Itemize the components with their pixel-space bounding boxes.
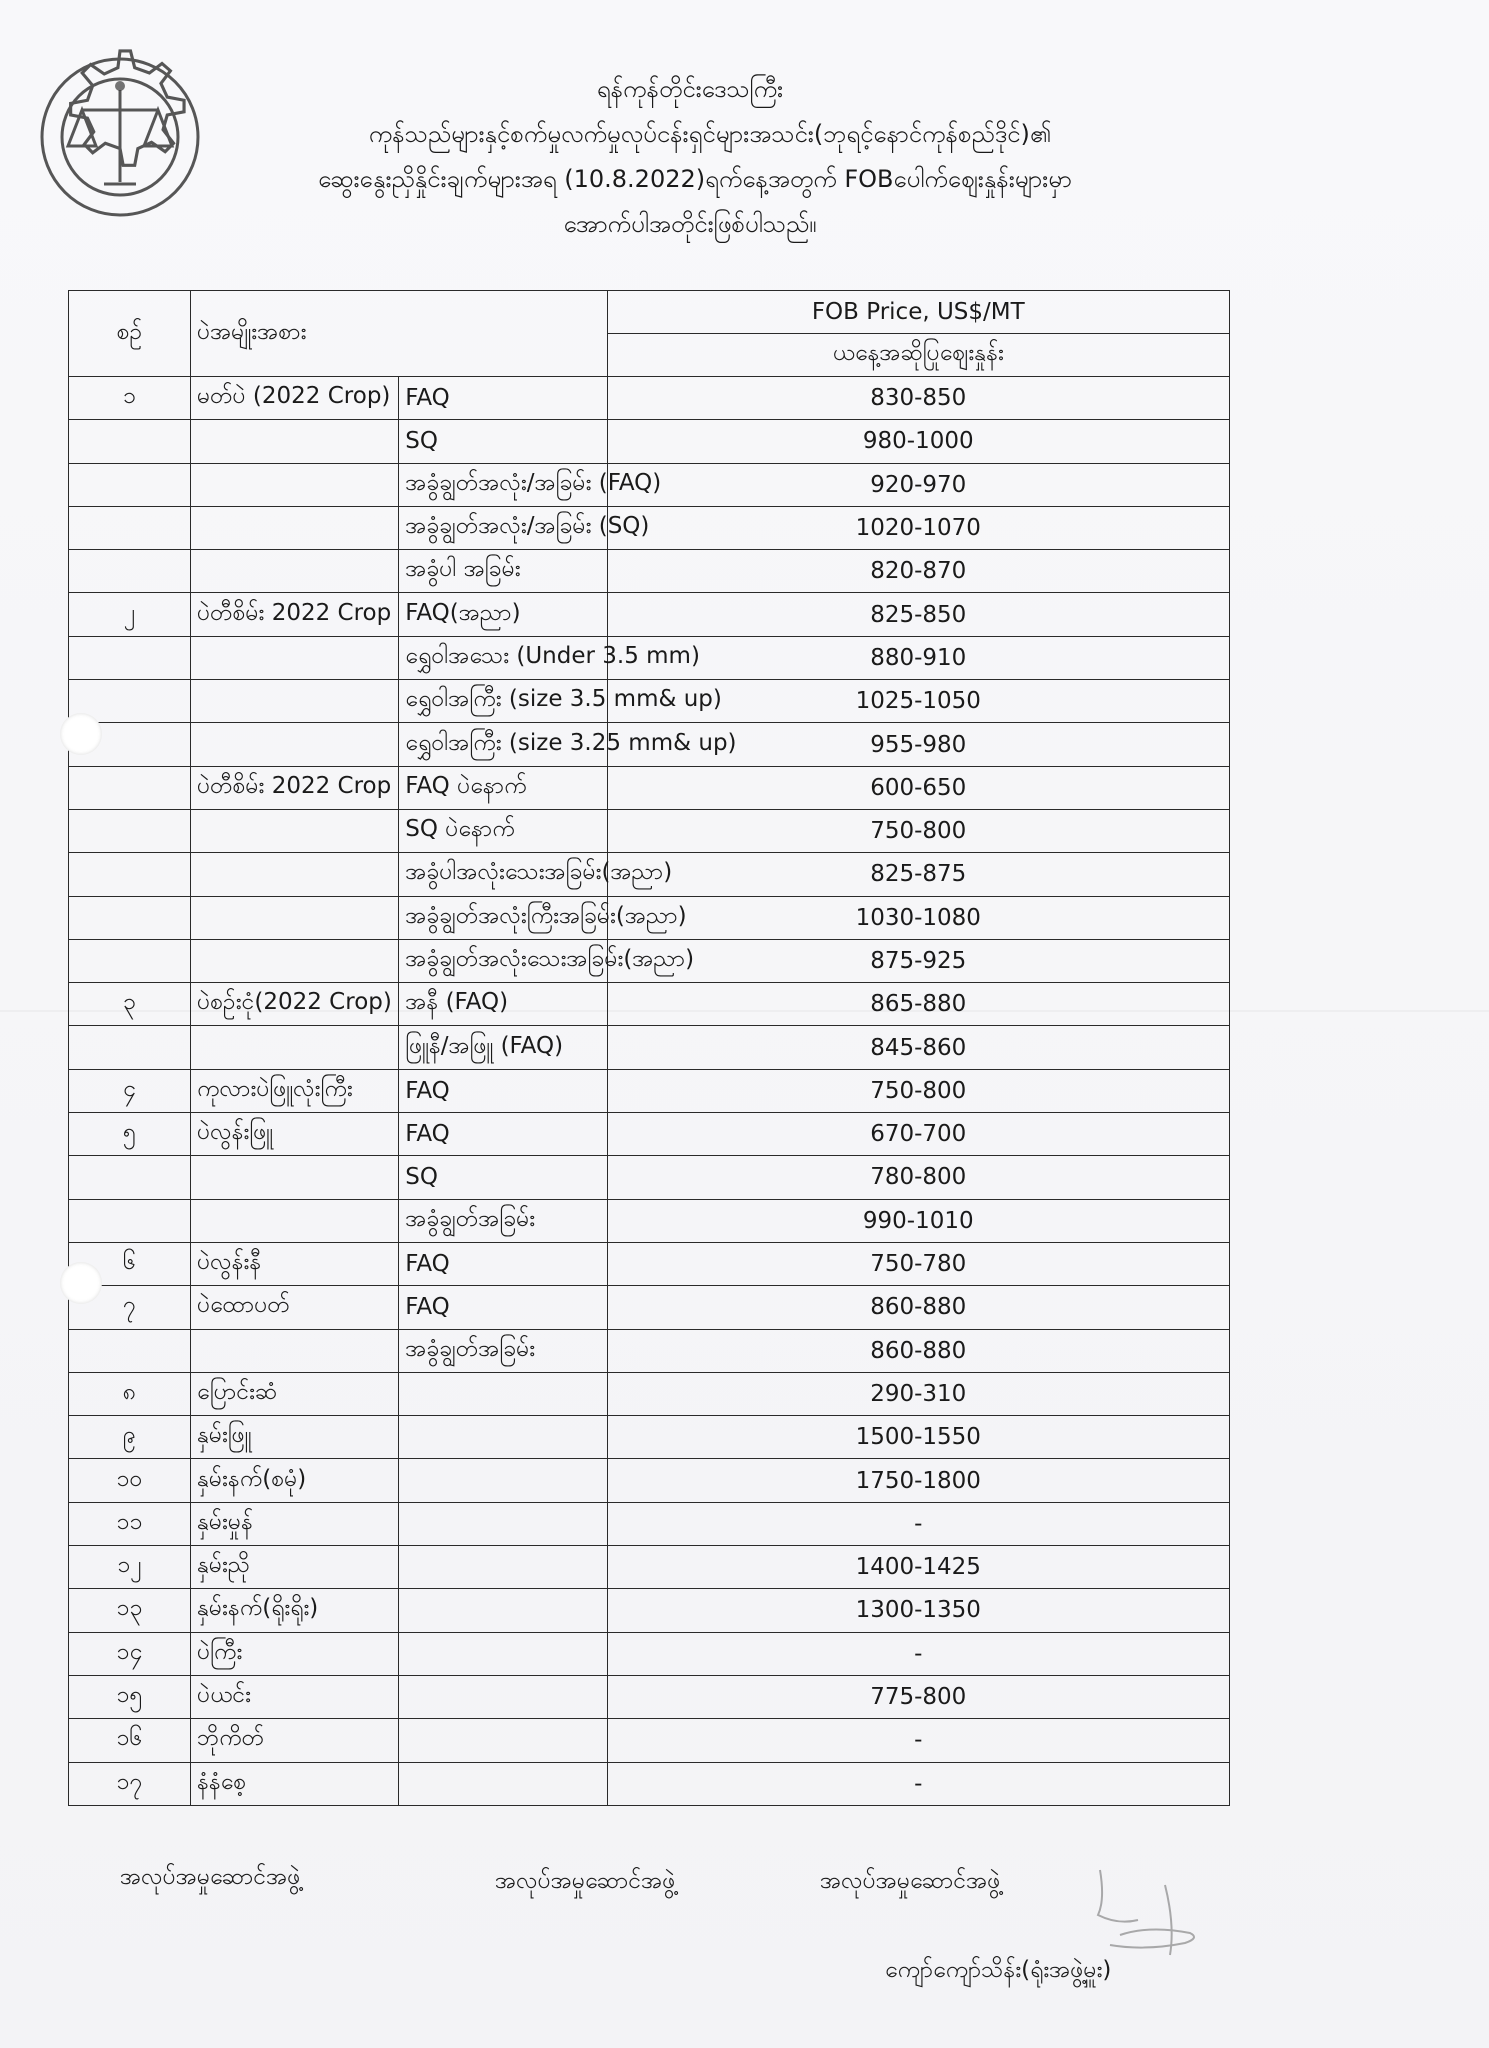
signature-label-executive-2: အလုပ်အမှုဆောင်အဖွဲ့ <box>495 1868 676 1894</box>
row-grade: FAQ <box>399 1113 607 1156</box>
row-no: ၁၀ <box>69 1459 191 1502</box>
table-row <box>69 1675 1230 1718</box>
row-no <box>69 1156 191 1199</box>
table-row <box>69 939 1230 982</box>
row-no <box>69 506 191 549</box>
row-grade: SQ <box>399 420 607 463</box>
signer-name: ကျော်ကျော်သိန်း(ရုံးအဖွဲ့မှူး) <box>885 1957 1112 1983</box>
row-price: - <box>607 1632 1229 1675</box>
row-grade: FAQ(အညာ) <box>399 593 607 636</box>
row-type: ပြောင်းဆံ <box>190 1372 398 1415</box>
header-association: ကုန်သည်များနှင့်စက်မှုလက်မှုလုပ်ငန်းရှင်များအသင်း(ဘုရင့်နောင်ကုန်စည်ဒိုင်)၏ <box>368 120 1052 148</box>
row-type <box>190 1156 398 1199</box>
row-grade <box>399 1459 607 1502</box>
row-no: ၅ <box>69 1113 191 1156</box>
punch-hole <box>60 1262 102 1304</box>
row-type: ပဲလွန်းနီ <box>190 1242 398 1285</box>
document-header <box>190 70 1190 250</box>
row-grade: FAQ <box>399 1069 607 1112</box>
table-row <box>69 377 1230 420</box>
row-grade: FAQ <box>399 1242 607 1285</box>
row-price: 955-980 <box>607 723 1229 766</box>
table-row <box>69 1286 1230 1329</box>
row-no <box>69 1329 191 1372</box>
row-no <box>69 853 191 896</box>
row-no: ၁၂ <box>69 1546 191 1589</box>
row-type: နှမ်းညို <box>190 1546 398 1589</box>
row-price: 875-925 <box>607 939 1229 982</box>
row-price: - <box>607 1502 1229 1545</box>
row-no <box>69 636 191 679</box>
row-price: 825-850 <box>607 593 1229 636</box>
punch-hole <box>60 713 102 755</box>
row-grade: FAQ ပဲနောက် <box>399 766 607 809</box>
row-price: 880-910 <box>607 636 1229 679</box>
table-row <box>69 1459 1230 1502</box>
row-price: 980-1000 <box>607 420 1229 463</box>
row-price: 845-860 <box>607 1026 1229 1069</box>
row-grade: ရွှေဝါအကြီး (size 3.25 mm& up) <box>399 723 607 766</box>
row-type: ပဲယင်း <box>190 1675 398 1718</box>
row-no: ၂ <box>69 593 191 636</box>
table-row <box>69 680 1230 723</box>
row-no: ၁၅ <box>69 1675 191 1718</box>
row-type: ပဲတီစိမ်း 2022 Crop <box>190 593 398 636</box>
table-row <box>69 1069 1230 1112</box>
table-row <box>69 1026 1230 1069</box>
table-row <box>69 1502 1230 1545</box>
row-no: ၁၁ <box>69 1502 191 1545</box>
row-price: 990-1010 <box>607 1199 1229 1242</box>
row-no <box>69 809 191 852</box>
row-grade <box>399 1416 607 1459</box>
row-price: 750-800 <box>607 809 1229 852</box>
row-price: 750-780 <box>607 1242 1229 1285</box>
row-price: 1020-1070 <box>607 506 1229 549</box>
row-grade: ရွှေဝါအကြီး (size 3.5 mm& up) <box>399 680 607 723</box>
table-row <box>69 766 1230 809</box>
row-grade <box>399 1675 607 1718</box>
row-price: 1025-1050 <box>607 680 1229 723</box>
row-price: 780-800 <box>607 1156 1229 1199</box>
col-header-type: ပဲအမျိုးအစား <box>190 291 607 377</box>
table-row <box>69 983 1230 1026</box>
row-price: 1030-1080 <box>607 896 1229 939</box>
row-type: ကုလားပဲဖြူလုံးကြီး <box>190 1069 398 1112</box>
col-header-no: စဉ် <box>69 291 191 377</box>
signature-label-executive-3: အလုပ်အမှုဆောင်အဖွဲ့ <box>820 1868 1001 1894</box>
row-price: 820-870 <box>607 550 1229 593</box>
row-no: ၄ <box>69 1069 191 1112</box>
table-row <box>69 420 1230 463</box>
row-grade: FAQ <box>399 377 607 420</box>
row-type: ပဲလွန်းဖြူ <box>190 1113 398 1156</box>
row-price: 1750-1800 <box>607 1459 1229 1502</box>
row-grade <box>399 1372 607 1415</box>
header-date-line: ဆွေးနွေးညှိနှိုင်းချက်များအရ (10.8.2022)ရက်နေ့အတွက် FOBပေါက်ဈေးနှုန်းများမှာ <box>318 165 1072 193</box>
row-price: 920-970 <box>607 463 1229 506</box>
row-price: 860-880 <box>607 1329 1229 1372</box>
table-row <box>69 723 1230 766</box>
row-price: 600-650 <box>607 766 1229 809</box>
row-type <box>190 550 398 593</box>
row-grade <box>399 1719 607 1762</box>
row-type <box>190 680 398 723</box>
row-no: ၁ <box>69 377 191 420</box>
row-no: ၁၄ <box>69 1632 191 1675</box>
table-row <box>69 463 1230 506</box>
table-row <box>69 1546 1230 1589</box>
row-type <box>190 1329 398 1372</box>
row-type: နှမ်းမှုန် <box>190 1502 398 1545</box>
row-no <box>69 550 191 593</box>
row-price: 860-880 <box>607 1286 1229 1329</box>
row-no: ၇ <box>69 1286 191 1329</box>
row-type <box>190 463 398 506</box>
table-row <box>69 550 1230 593</box>
row-price: 865-880 <box>607 983 1229 1026</box>
row-no: ၆ <box>69 1242 191 1285</box>
table-row <box>69 1329 1230 1372</box>
row-no: ၈ <box>69 1372 191 1415</box>
row-type <box>190 636 398 679</box>
table-row <box>69 506 1230 549</box>
table-row <box>69 1199 1230 1242</box>
header-region: ရန်ကုန်တိုင်းဒေသကြီး <box>596 75 784 103</box>
row-type <box>190 896 398 939</box>
row-no: ၁၇ <box>69 1762 191 1805</box>
row-type <box>190 853 398 896</box>
row-grade: အခွံပါ အခြမ်း <box>399 550 607 593</box>
table-row <box>69 1416 1230 1459</box>
row-type: နှမ်းနက်(စမုံ) <box>190 1459 398 1502</box>
row-price: 750-800 <box>607 1069 1229 1112</box>
row-type: နှမ်းနက်(ရိုးရိုး) <box>190 1589 398 1632</box>
row-grade <box>399 1762 607 1805</box>
row-price: - <box>607 1719 1229 1762</box>
row-type <box>190 1026 398 1069</box>
table-row <box>69 809 1230 852</box>
row-grade <box>399 1632 607 1675</box>
table-row <box>69 1762 1230 1805</box>
signature-label-executive-1: အလုပ်အမှုဆောင်အဖွဲ့ <box>120 1864 301 1890</box>
row-grade: အခွံပါအလုံးသေးအခြမ်း(အညာ) <box>399 853 607 896</box>
row-type: နှမ်းဖြူ <box>190 1416 398 1459</box>
row-type <box>190 723 398 766</box>
table-row <box>69 853 1230 896</box>
row-grade: အခွံချွတ်အခြမ်း <box>399 1199 607 1242</box>
row-grade: အခွံချွတ်အခြမ်း <box>399 1329 607 1372</box>
row-grade: ရွှေဝါအသေး (Under 3.5 mm) <box>399 636 607 679</box>
row-no <box>69 1026 191 1069</box>
row-grade: SQ ပဲနောက် <box>399 809 607 852</box>
row-type: ပဲကြီး <box>190 1632 398 1675</box>
row-no: ၉ <box>69 1416 191 1459</box>
row-no <box>69 1199 191 1242</box>
row-price: 1300-1350 <box>607 1589 1229 1632</box>
row-price: 290-310 <box>607 1372 1229 1415</box>
row-grade: FAQ <box>399 1286 607 1329</box>
row-grade <box>399 1589 607 1632</box>
row-no <box>69 939 191 982</box>
row-grade: SQ <box>399 1156 607 1199</box>
row-type: ပဲတီစိမ်း 2022 Crop <box>190 766 398 809</box>
table-row <box>69 1156 1230 1199</box>
table-row <box>69 896 1230 939</box>
table-row <box>69 1589 1230 1632</box>
row-no <box>69 463 191 506</box>
row-no <box>69 420 191 463</box>
row-price: 1400-1425 <box>607 1546 1229 1589</box>
row-type <box>190 420 398 463</box>
row-type: မတ်ပဲ (2022 Crop) <box>190 377 398 420</box>
table-row <box>69 1113 1230 1156</box>
row-type <box>190 1199 398 1242</box>
row-price: 825-875 <box>607 853 1229 896</box>
table-row <box>69 1632 1230 1675</box>
row-price: 1500-1550 <box>607 1416 1229 1459</box>
handwritten-signature <box>1070 1850 1220 1960</box>
row-type: နံနံစေ့ <box>190 1762 398 1805</box>
row-grade: အခွံချွတ်အလုံးကြီးအခြမ်း(အညာ) <box>399 896 607 939</box>
row-grade: အခွံချွတ်အလုံး/အခြမ်း (FAQ) <box>399 463 607 506</box>
row-price: 775-800 <box>607 1675 1229 1718</box>
row-grade: အနီ (FAQ) <box>399 983 607 1026</box>
row-price: 830-850 <box>607 377 1229 420</box>
row-type <box>190 809 398 852</box>
header-closing: အောက်ပါအတိုင်းဖြစ်ပါသည်။ <box>563 210 817 238</box>
price-table <box>68 290 1230 1806</box>
col-header-price: FOB Price, US$/MT <box>607 291 1229 334</box>
row-no: ၁၆ <box>69 1719 191 1762</box>
col-header-price-sub: ယနေ့အဆိုပြုဈေးနှုန်း <box>607 334 1229 377</box>
table-row <box>69 1372 1230 1415</box>
row-type <box>190 506 398 549</box>
row-type <box>190 939 398 982</box>
row-grade: ဖြူနီ/အဖြူ (FAQ) <box>399 1026 607 1069</box>
row-grade: အခွံချွတ်အလုံးသေးအခြမ်း(အညာ) <box>399 939 607 982</box>
row-no <box>69 766 191 809</box>
row-type: ပဲထောပတ် <box>190 1286 398 1329</box>
row-type: ပဲစဉ်းငုံ(2022 Crop) <box>190 983 398 1026</box>
row-no <box>69 896 191 939</box>
row-no: ၁၃ <box>69 1589 191 1632</box>
table-row <box>69 636 1230 679</box>
row-grade <box>399 1502 607 1545</box>
row-grade: အခွံချွတ်အလုံး/အခြမ်း (SQ) <box>399 506 607 549</box>
row-no: ၃ <box>69 983 191 1026</box>
row-price: - <box>607 1762 1229 1805</box>
table-row <box>69 1719 1230 1762</box>
price-table-body <box>69 377 1230 1806</box>
table-row <box>69 1242 1230 1285</box>
table-row <box>69 593 1230 636</box>
row-grade <box>399 1546 607 1589</box>
row-type: ဘိုကိတ် <box>190 1719 398 1762</box>
row-price: 670-700 <box>607 1113 1229 1156</box>
